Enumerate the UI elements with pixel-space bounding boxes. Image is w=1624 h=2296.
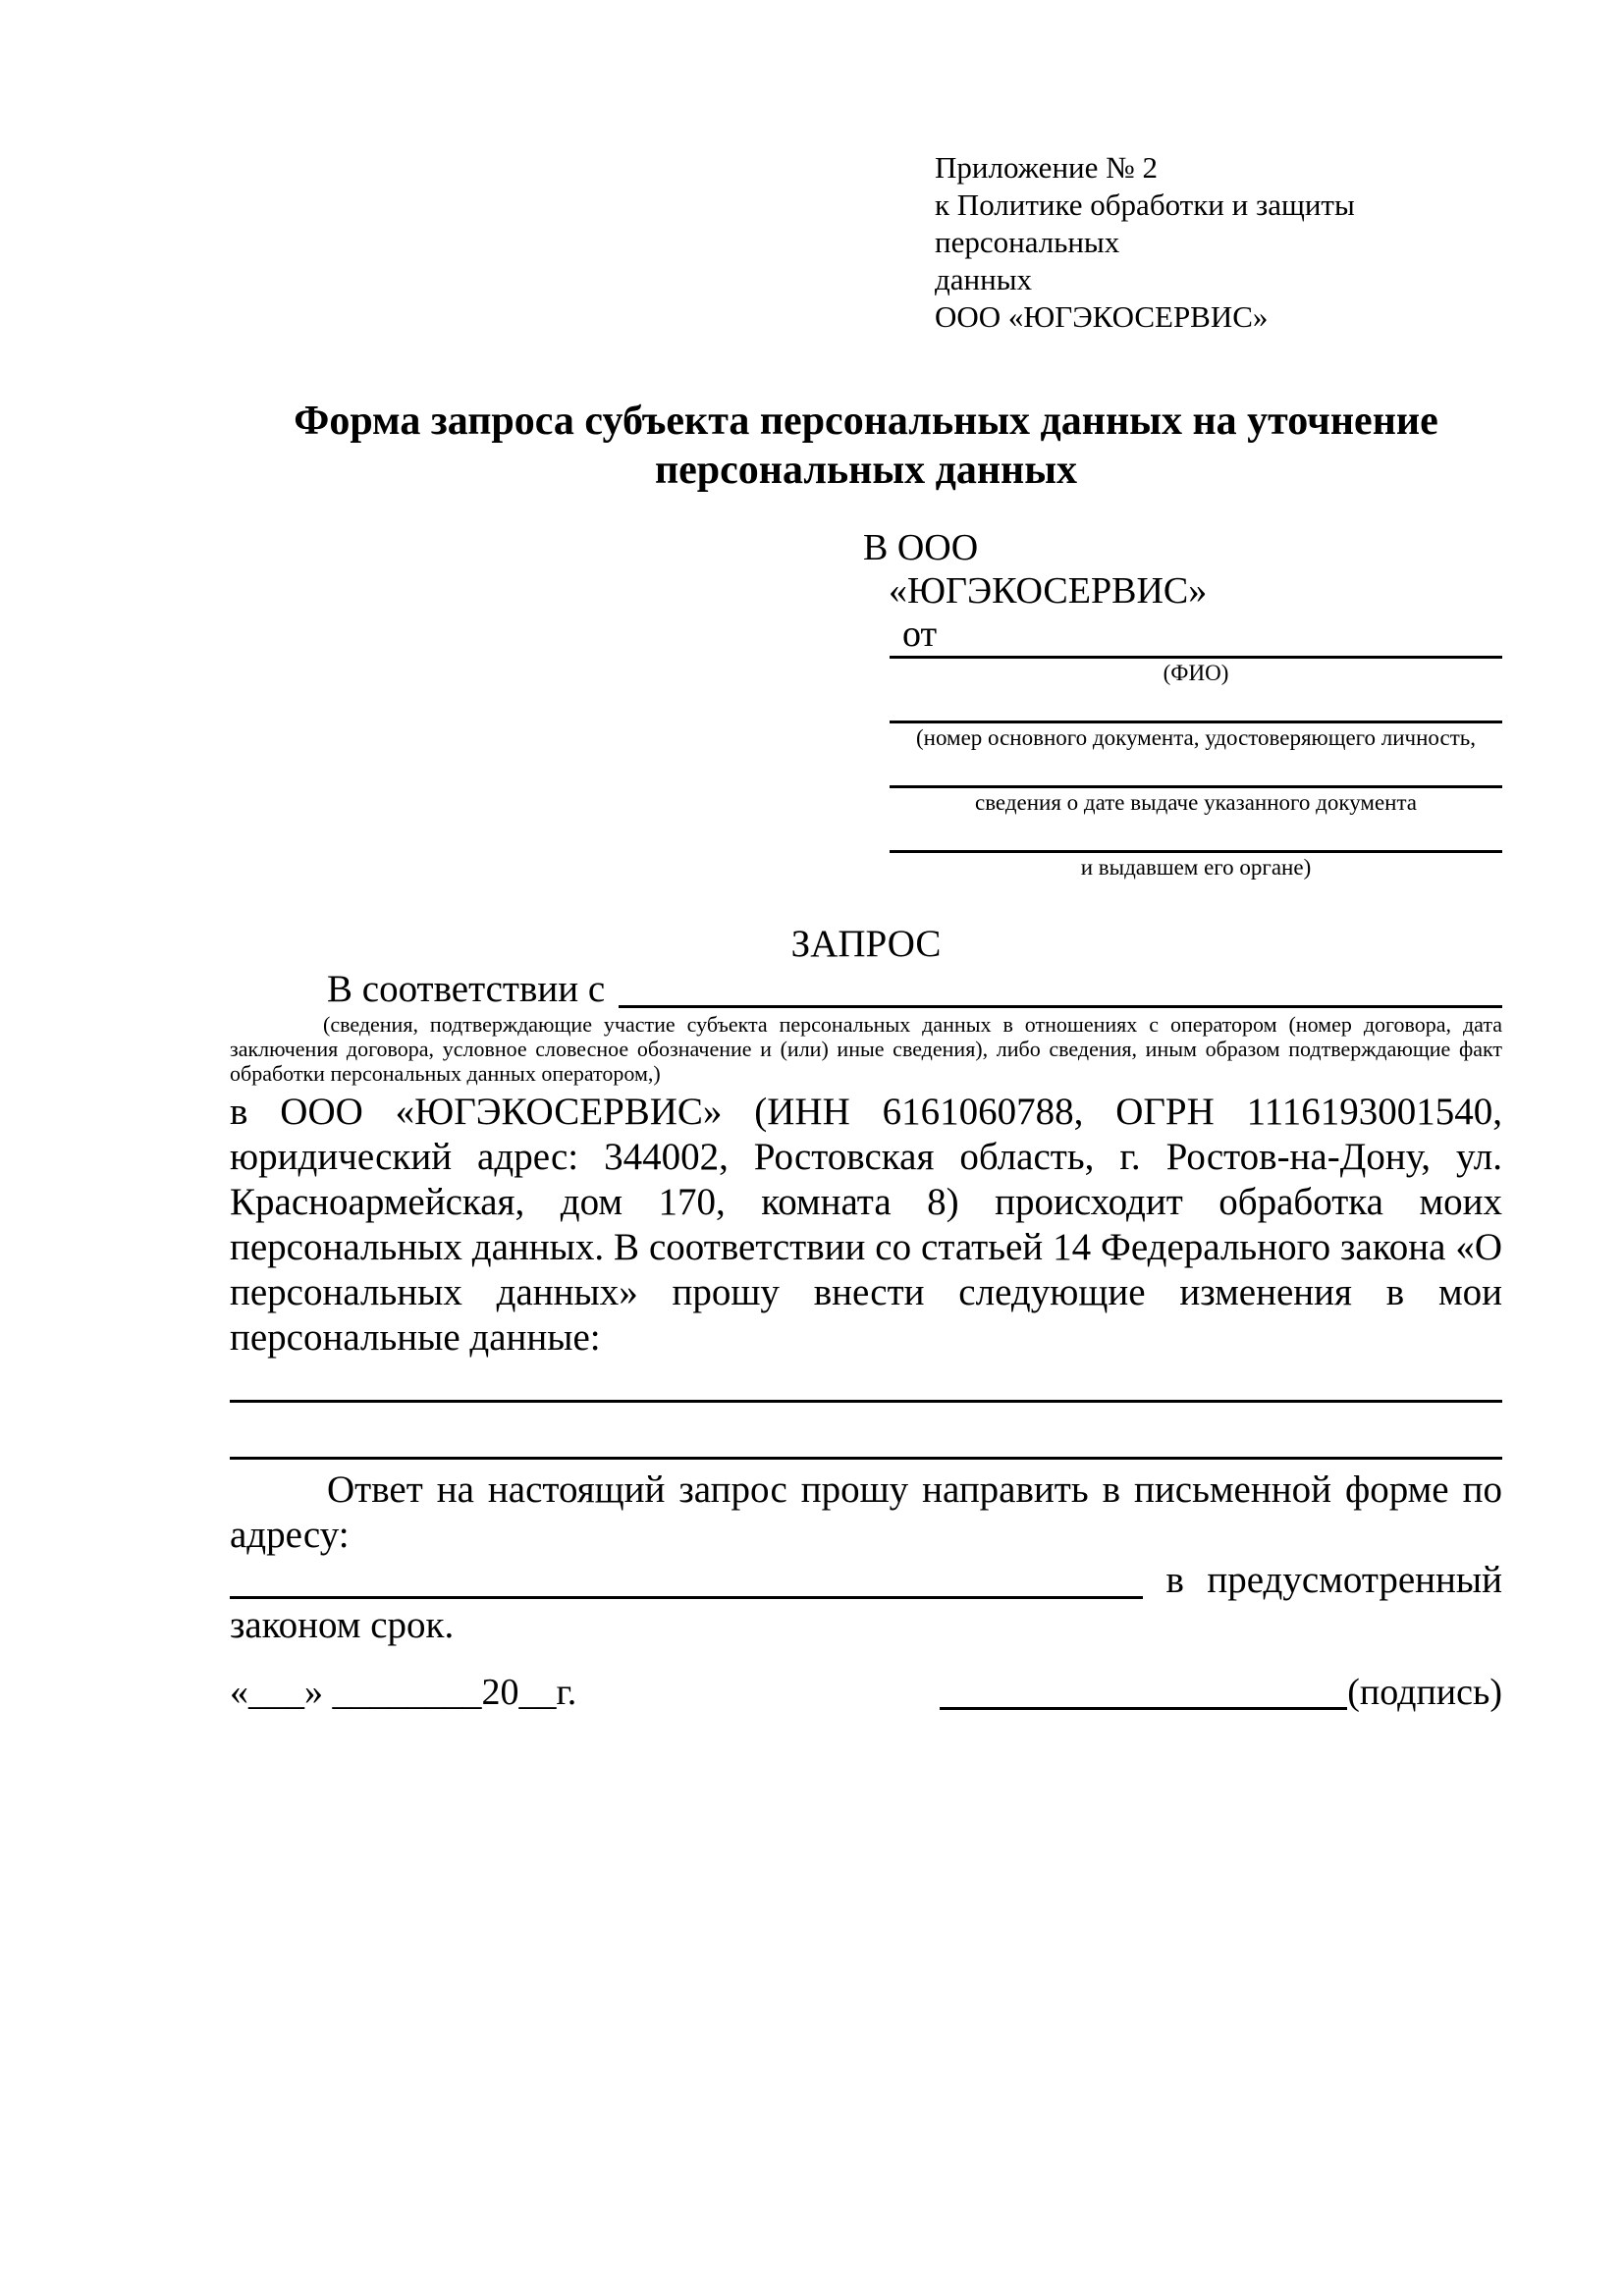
answer-paragraph-line: Ответ на настоящий запрос прошу направить в письменной форме по адресу: — [230, 1468, 1502, 1556]
request-fine-print: (сведения, подтверждающие участие субъекта персональных данных в отношениях с оператором (номер договора, дата заключения договора, условное словесное обозначение и (или) иные сведения), либо сведения, иным образом подтверждающие факт обработки персональных данных оператором,) — [230, 1012, 1502, 1086]
document-number-field — [890, 721, 1502, 753]
issuing-authority-field — [890, 850, 1502, 882]
issuing-authority-caption: и выдавшем его органе) — [1080, 855, 1312, 880]
changes-blank-line-1 — [230, 1400, 1502, 1403]
signature-caption: (подпись) — [1347, 1672, 1502, 1713]
page-title-line: Форма запроса субъекта персональных данных на уточнение — [294, 399, 1438, 444]
address-blank-line — [230, 1596, 1143, 1599]
answer-address-line — [230, 1558, 1502, 1603]
date-blank: «___» ________20__г. — [230, 1672, 577, 1713]
request-blank-line — [619, 1005, 1502, 1008]
issue-date-caption: сведения о дате выдаче указанного документа — [974, 790, 1418, 815]
page-title — [230, 397, 1502, 495]
annex-line: Приложение № 2 — [935, 150, 1158, 185]
answer-closing-line: законом срок. — [230, 1604, 455, 1646]
addressee-from-label: от — [902, 614, 938, 655]
answer-word: предусмотренный — [1207, 1559, 1502, 1601]
request-body-paragraph: в ООО «ЮГЭКОСЕРВИС» (ИНН 6161060788, ОГРН 1116193001540, юридический адрес: 344002, Ростовская область, г. Ростов-на-Дону, ул. Красноармейская, дом 170, комната 8) происходит обработка моих персональных данных. В соответствии со статьей 14 Федерального закона «О персональных данных» прошу внести следующие изменения в мои персональные данные: — [230, 1091, 1502, 1359]
issue-date-field — [890, 785, 1502, 818]
fio-field — [890, 656, 1502, 688]
annex-line: к Политике обработки и защиты персональных — [935, 187, 1355, 259]
addressee-block — [863, 526, 1502, 882]
signature-blank-line — [940, 1707, 1347, 1710]
changes-blank-line-2 — [230, 1457, 1502, 1460]
date-signature-row — [230, 1670, 1502, 1715]
request-intro-line — [230, 967, 1502, 1012]
annex-line: ООО «ЮГЭКОСЕРВИС» — [935, 299, 1269, 334]
page-title-line: персональных данных — [654, 448, 1078, 493]
request-heading: ЗАПРОС — [790, 923, 942, 965]
fio-caption: (ФИО) — [1163, 661, 1229, 685]
annex-header — [935, 149, 1506, 336]
annex-line: данных — [935, 262, 1033, 296]
document-number-caption: (номер основного документа, удостоверяющего личность, — [915, 725, 1476, 750]
answer-word: в — [1165, 1559, 1184, 1601]
addressee-company: «ЮГЭКОСЕРВИС» — [889, 570, 1208, 612]
addressee-to: В ООО — [863, 527, 979, 568]
signature-area — [940, 1670, 1502, 1715]
request-intro-text: В соответствии с — [327, 968, 606, 1010]
